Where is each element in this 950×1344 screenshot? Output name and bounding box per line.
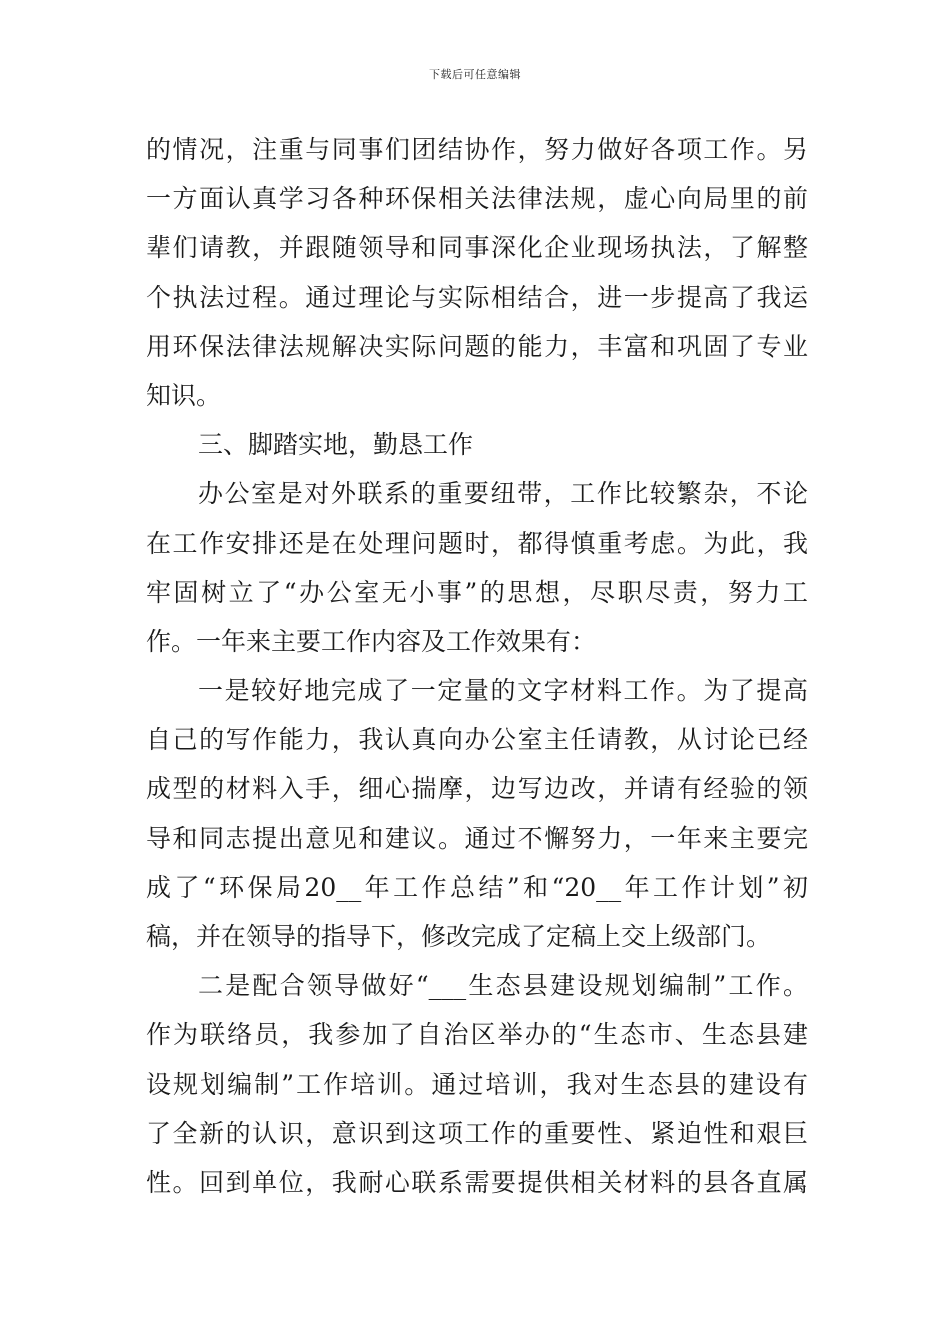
text-line: 自己的写作能力，我认真向办公室主任请教，从讨论已经 — [146, 725, 808, 755]
text-line: 牢固树立了“办公室无小事”的思想，尽职尽责，努力工 — [146, 577, 808, 607]
text-line: 用环保法律法规解决实际问题的能力，丰富和巩固了专业 — [146, 331, 808, 361]
text-line: 性。回到单位，我耐心联系需要提供相关材料的县各直属 — [146, 1167, 808, 1197]
page-header: 下载后可任意编辑 — [429, 68, 521, 81]
text-line: 成型的材料入手，细心揣摩，边写边改，并请有经验的领 — [146, 774, 808, 804]
text-line: 二是配合领导做好“___生态县建设规划编制”工作。 — [198, 971, 808, 1001]
text-line: 作。一年来主要工作内容及工作效果有： — [146, 626, 597, 656]
text-line: 一是较好地完成了一定量的文字材料工作。为了提高 — [198, 676, 808, 706]
text-line: 在工作安排还是在处理问题时，都得慎重考虑。为此，我 — [146, 528, 808, 558]
text-line: 个执法过程。通过理论与实际相结合，进一步提高了我运 — [146, 282, 808, 312]
text-line: 三、脚踏实地，勤恳工作 — [198, 430, 474, 460]
text-line: 成了“环保局20__年工作总结”和“20__年工作计划”初 — [146, 872, 808, 902]
text-line: 设规划编制”工作培训。通过培训，我对生态县的建设有 — [146, 1069, 808, 1099]
text-line: 了全新的认识，意识到这项工作的重要性、紧迫性和艰巨 — [146, 1118, 808, 1148]
text-line: 一方面认真学习各种环保相关法律法规，虚心向局里的前 — [146, 184, 808, 214]
text-line: 的情况，注重与同事们团结协作，努力做好各项工作。另 — [146, 135, 808, 164]
text-line: 知识。 — [146, 380, 222, 410]
text-line: 稿，并在领导的指导下，修改完成了定稿上交上级部门。 — [146, 922, 772, 951]
text-line: 导和同志提出意见和建议。通过不懈努力，一年来主要完 — [146, 823, 808, 853]
text-line: 辈们请教，并跟随领导和同事深化企业现场执法，了解整 — [146, 233, 808, 263]
body-text — [146, 125, 808, 1207]
text-line: 办公室是对外联系的重要纽带，工作比较繁杂，不论 — [198, 479, 808, 509]
text-line: 作为联络员，我参加了自治区举办的“生态市、生态县建 — [146, 1020, 808, 1050]
